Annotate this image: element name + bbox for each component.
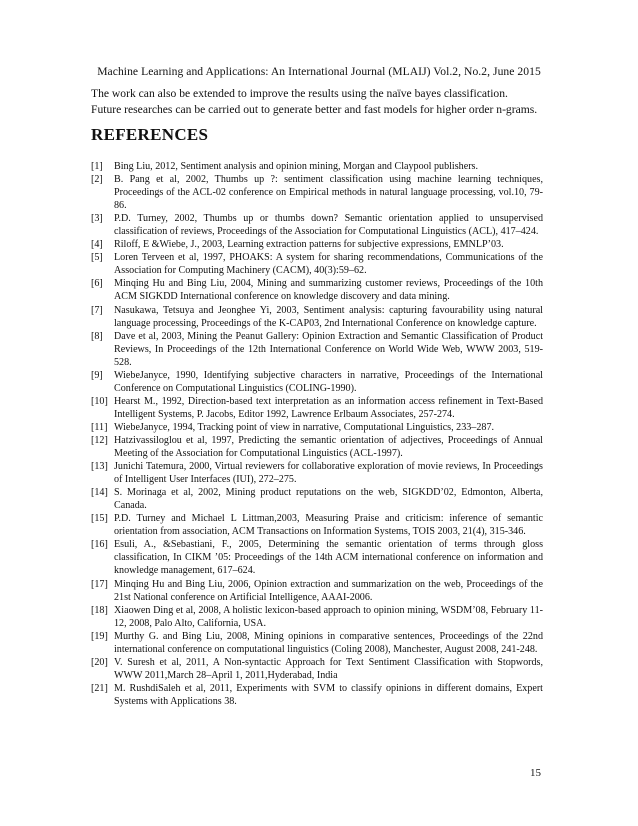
running-header: Machine Learning and Applications: An International Journal (MLAIJ) Vol.2, No.2, June 2015	[97, 65, 541, 78]
reference-number: [19]	[91, 630, 108, 642]
reference-item	[91, 330, 543, 369]
reference-text: Hearst M., 1992, Direction-based text interpretation as an information access refinement in Text-Based Intelligent Systems, P. Jacobs, Editor 1992, Lawrence Erlbaum Associates, 257-274.	[114, 395, 543, 420]
reference-number: [3]	[91, 213, 103, 225]
reference-text: Hatzivassiloglou et al, 1997, Predicting the semantic orientation of adjectives, Proceedings of Annual Meeting of the Association for Computational Linguistics (ACL-1997).	[114, 434, 543, 460]
reference-item	[91, 460, 543, 486]
reference-text: Junichi Tatemura, 2000, Virtual reviewers for collaborative exploration of movie reviews, In Proceedings of Intelligent User Interfaces (IUI), 272–275.	[114, 461, 543, 486]
reference-text: P.D. Turney, 2002, Thumbs up or thumbs down? Semantic orientation applied to unsupervised classification of reviews, Proceedings of the Association for Computational Linguistics (ACL), 417–424.	[114, 213, 543, 238]
reference-text: Esuli, A., &Sebastiani, F., 2005, Determining the semantic orientation of terms through gloss classification, In CIKM ’05: Proceedings of the 14th ACM international conference on information and knowledge management, 617–624.	[114, 539, 543, 577]
reference-number: [5]	[91, 252, 103, 264]
reference-text: Loren Terveen et al, 1997, PHOAKS: A system for sharing recommendations, Communications of the Association for Computing Machinery (CACM), 40(3):59–62.	[114, 252, 543, 277]
reference-text: WiebeJanyce, 1990, Identifying subjective characters in narrative, Proceedings of the International Conference on Computational Linguistics (COLING-1990).	[114, 369, 543, 394]
reference-number: [9]	[91, 369, 103, 381]
reference-number: [4]	[91, 239, 103, 251]
reference-text: Murthy G. and Bing Liu, 2008, Mining opinions in comparative sentences, Proceedings of the 22nd international conference on computational linguistics (Coling 2008), Manchester, August 2008, 241-248.	[114, 630, 543, 655]
reference-item	[91, 682, 543, 708]
reference-number: [20]	[91, 656, 108, 668]
reference-text: V. Suresh et al, 2011, A Non-syntactic Approach for Text Sentiment Classification with Stopwords, WWW 2011,March 28–April 1, 2011,Hyderabad, India	[114, 656, 543, 681]
reference-item	[91, 486, 543, 512]
references-list	[91, 160, 543, 708]
page-number: 15	[530, 767, 541, 779]
reference-number: [7]	[91, 304, 103, 316]
reference-text: Bing Liu, 2012, Sentiment analysis and opinion mining, Morgan and Claypool publishers.	[114, 161, 479, 172]
reference-item	[91, 277, 543, 303]
reference-item	[91, 173, 543, 212]
reference-item	[91, 630, 543, 656]
reference-number: [8]	[91, 330, 103, 342]
reference-item	[91, 160, 543, 173]
reference-number: [2]	[91, 174, 103, 186]
reference-item	[91, 212, 543, 238]
reference-number: [21]	[91, 682, 108, 694]
reference-text: WiebeJanyce, 1994, Tracking point of view in narrative, Computational Linguistics, 233–287.	[114, 421, 495, 433]
reference-text: Xiaowen Ding et al, 2008, A holistic lexicon-based approach to opinion mining, WSDM’08, February 11-12, 2008, Palo Alto, California, USA.	[114, 604, 543, 629]
conclusion-paragraph: The work can also be extended to improve the results using the naïve bayes classification. Future researches can be carried out to generate better and fast models for higher order n-grams.	[91, 87, 538, 116]
reference-number: [18]	[91, 604, 108, 616]
reference-number: [17]	[91, 578, 108, 590]
reference-text: Dave et al, 2003, Mining the Peanut Gallery: Opinion Extraction and Semantic Classification of Product Reviews, In Proceedings of the 12th International Conference on World Wide Web, WWW 2003, 519-528.	[114, 330, 543, 368]
reference-item	[91, 538, 543, 577]
reference-item	[91, 421, 543, 434]
reference-item	[91, 251, 543, 277]
reference-item	[91, 578, 543, 604]
reference-number: [15]	[91, 513, 108, 525]
reference-number: [14]	[91, 487, 108, 499]
references-heading: REFERENCES	[91, 125, 209, 144]
reference-item	[91, 369, 543, 395]
reference-item	[91, 604, 543, 630]
reference-text: Minqing Hu and Bing Liu, 2006, Opinion extraction and summarization on the web, Proceedings of the 21st National conference on Artificial Intelligence, AAAI-2006.	[114, 578, 543, 603]
reference-text: Minqing Hu and Bing Liu, 2004, Mining and summarizing customer reviews, Proceedings of the 10th ACM SIGKDD International conference on knowledge discovery and data mining.	[114, 278, 543, 303]
reference-text: M. RushdiSaleh et al, 2011, Experiments with SVM to classify opinions in different domains, Expert Systems with Applications 38.	[114, 682, 543, 707]
reference-number: [1]	[91, 161, 103, 172]
reference-text: S. Morinaga et al, 2002, Mining product reputations on the web, SIGKDD’02, Edmonton, Alberta, Canada.	[114, 487, 543, 512]
reference-text: B. Pang et al, 2002, Thumbs up ?: sentiment classification using machine learning techniques, Proceedings of the ACL-02 conference on Empirical methods in natural language processing, vol.10, 79-86.	[114, 174, 543, 212]
reference-item	[91, 238, 543, 251]
reference-item	[91, 512, 543, 538]
reference-number: [13]	[91, 461, 108, 473]
reference-number: [12]	[91, 434, 108, 446]
reference-text: Nasukawa, Tetsuya and Jeonghee Yi, 2003, Sentiment analysis: capturing favourability using natural language processing, Proceedings of the K-CAP03, 2nd International Conference on knowledge capture.	[114, 304, 543, 329]
reference-number: [10]	[91, 395, 108, 407]
reference-number: [16]	[91, 539, 108, 551]
reference-item	[91, 304, 543, 330]
reference-number: [6]	[91, 278, 103, 290]
reference-number: [11]	[91, 421, 108, 433]
reference-item	[91, 395, 543, 421]
reference-text: P.D. Turney and Michael L Littman,2003, Measuring Praise and criticism: inference of semantic orientation from association, ACM Transactions on Information Systems, TOIS 2003, 21(4), 315-346.	[114, 513, 543, 538]
reference-text: Riloff, E &Wiebe, J., 2003, Learning extraction patterns for subjective expressions, EMNLP’03.	[114, 239, 504, 251]
reference-item	[91, 656, 543, 682]
reference-item	[91, 434, 543, 460]
